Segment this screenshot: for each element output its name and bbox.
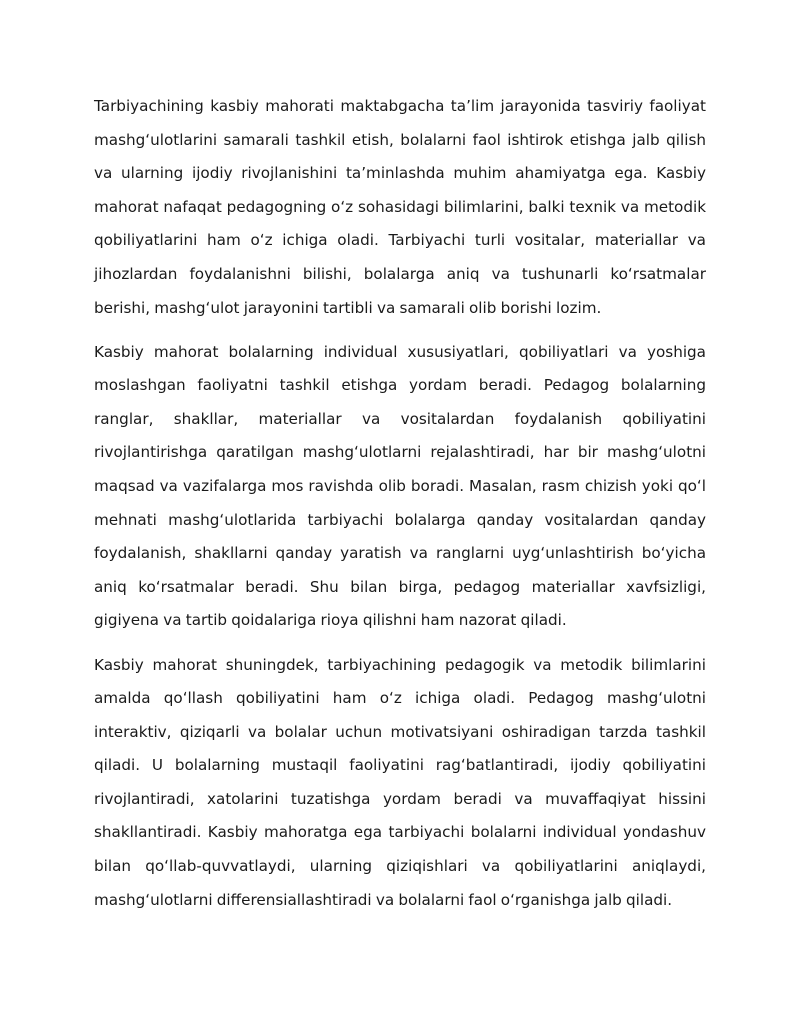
paragraph-1: Tarbiyachining kasbiy mahorati maktabgacha taʼlim jarayonida tasviriy faoliyat mashgʻulotlarini samarali tashkil etish, bolalarni faol ishtirok etishga jalb qilish va ularning ijodiy rivojlanishini taʼminlashda muhim ahamiyatga ega. Kasbiy mahorat nafaqat pedagogning oʻz sohasidagi bilimlarini, balki texnik va metodik qobiliyatlarini ham oʻz ichiga oladi. Tarbiyachi turli vositalar, materiallar va jihozlardan foydalanishni bilishi, bolalarga aniq va tushunarli koʻrsatmalar berishi, mashgʻulot jarayonini tartibli va samarali olib borishi lozim.	[94, 97, 706, 317]
document-page	[94, 90, 706, 928]
paragraph-2: Kasbiy mahorat bolalarning individual xususiyatlari, qobiliyatlari va yoshiga moslashgan faoliyatni tashkil etishga yordam beradi. Pedagog bolalarning ranglar, shakllar, materiallar va vositalardan foydalanish qobiliyatini rivojlantirishga qaratilgan mashgʻulotlarni rejalashtiradi, har bir mashgʻulotni maqsad va vazifalarga mos ravishda olib boradi. Masalan, rasm chizish yoki qoʻl mehnati mashgʻulotlarida tarbiyachi bolalarga qanday vositalardan qanday foydalanish, shakllarni qanday yaratish va ranglarni uygʻunlashtirish boʻyicha aniq koʻrsatmalar beradi. Shu bilan birga, pedagog materiallar xavfsizligi, gigiyena va tartib qoidalariga rioya qilishni ham nazorat qiladi.	[94, 342, 706, 630]
paragraph-3: Kasbiy mahorat shuningdek, tarbiyachining pedagogik va metodik bilimlarini amalda qoʻllash qobiliyatini ham oʻz ichiga oladi. Pedagog mashgʻulotni interaktiv, qiziqarli va bolalar uchun motivatsiyani oshiradigan tarzda tashkil qiladi. U bolalarning mustaqil faoliyatini ragʻbatlantiradi, ijodiy qobiliyatini rivojlantiradi, xatolarini tuzatishga yordam beradi va muvaffaqiyat hissini shakllantiradi. Kasbiy mahoratga ega tarbiyachi bolalarni individual yondashuv bilan qoʻllab-quvvatlaydi, ularning qiziqishlari va qobiliyatlarini aniqlaydi, mashgʻulotlarni differensiallashtiradi va bolalarni faol oʻrganishga jalb qiladi.	[94, 655, 706, 909]
